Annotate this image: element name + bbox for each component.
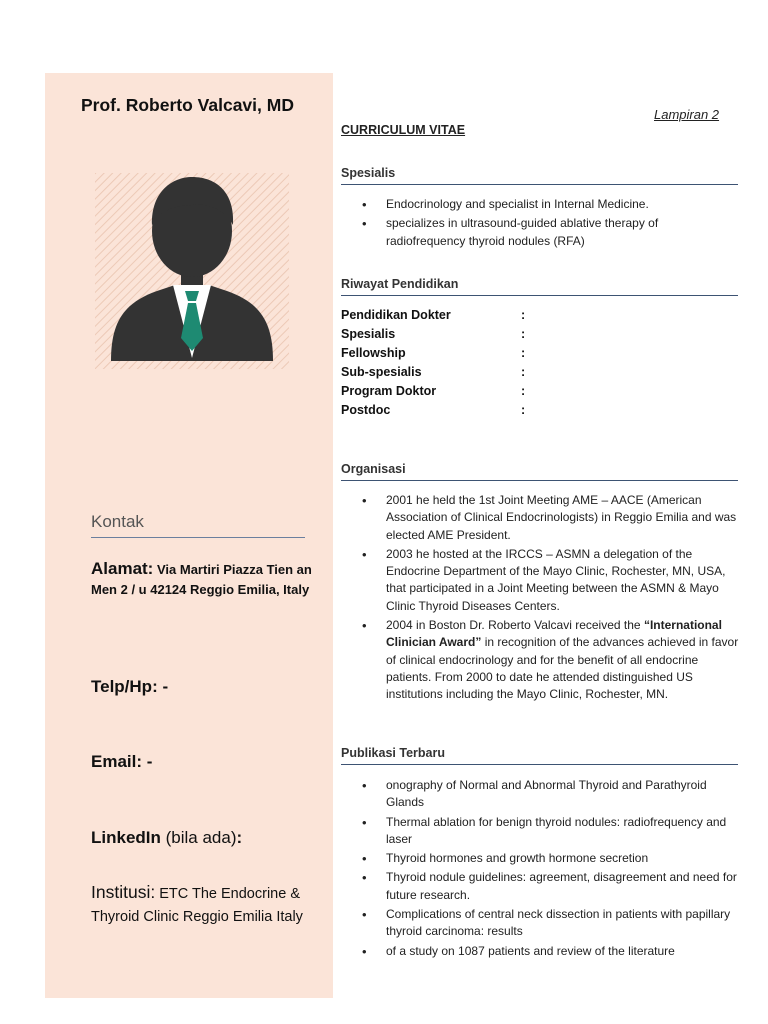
institution-value: ETC The Endocrine & Thyroid Clinic Reggio Emilia Italy (91, 886, 303, 925)
education-label: Sub-spesialis (341, 365, 422, 379)
list-item (362, 492, 740, 544)
list-item: • onography of Normal and Abnormal Thyroid and Parathyroid Glands (362, 777, 740, 812)
education-label: Program Doktor (341, 384, 437, 398)
education-label: Fellowship (341, 346, 406, 360)
list-item: • Complications of central neck dissection in patients with papillary thyroid carcinoma: results (362, 906, 740, 941)
education-label: Pendidikan Dokter (341, 308, 451, 322)
education-table (341, 306, 541, 420)
education-colon: : (521, 403, 526, 417)
list-item: • Thyroid hormones and growth hormone secretion (362, 850, 740, 867)
spesialis-list (362, 196, 740, 252)
education-colon: : (521, 308, 526, 322)
list-item: • Thyroid nodule guidelines: agreement, disagreement and need for future research. (362, 869, 740, 904)
list-item (362, 617, 740, 703)
education-colon: : (521, 327, 526, 341)
section-publikasi-title: Publikasi Terbaru (341, 746, 738, 765)
education-colon: : (521, 346, 526, 360)
sidebar (45, 73, 333, 998)
education-row (341, 401, 541, 420)
section-pendidikan-title: Riwayat Pendidikan (341, 277, 738, 296)
education-label: Postdoc (341, 403, 391, 417)
section-organisasi-title: Organisasi (341, 462, 738, 481)
linkedin-colon: : (236, 828, 243, 847)
institution-label: Institusi: (91, 882, 156, 902)
section-spesialis-title: Spesialis (341, 166, 738, 185)
education-colon: : (521, 365, 526, 379)
list-item: • specializes in ultrasound-guided ablative therapy of radiofrequency thyroid nodules (RFA) (362, 215, 740, 250)
linkedin-label: LinkedIn (91, 828, 161, 847)
address (91, 559, 313, 600)
kontak-heading: Kontak (91, 512, 305, 538)
list-item: • of a study on 1087 patients and review of the literature (362, 943, 740, 960)
address-value: Via Martiri Piazza Tien an Men 2 / u 42124 Reggio Emilia, Italy (91, 562, 312, 597)
cv-title: CURRICULUM VITAE (341, 123, 466, 137)
education-row (341, 382, 541, 401)
list-item: • Endocrinology and specialist in Internal Medicine. (362, 196, 740, 213)
phone: Telp/Hp: - (91, 677, 169, 696)
organisasi-list (362, 492, 740, 706)
education-row (341, 325, 541, 344)
publikasi-list (362, 777, 740, 962)
list-item: • Thermal ablation for benign thyroid nodules: radiofrequency and laser (362, 814, 740, 849)
item-text: in recognition of the advances achieved in favor of clinical endocrinology and for the benefit of all endocrine patients. From 2000 to date he attended distinguished US institutions including the Mayo Clinic, Rochester, MN. (386, 635, 739, 702)
linkedin-note: (bila ada) (160, 828, 237, 847)
education-colon: : (521, 384, 526, 398)
list-item (362, 546, 740, 615)
education-label: Spesialis (341, 327, 396, 341)
award-name: “International Clinician Award” (386, 618, 722, 650)
education-row (341, 306, 541, 325)
item-text: 2003 he hosted at the IRCCS – ASMN a delegation of the Endocrine Department of the Mayo Clinic, Rochester, MN, USA, that participated in a Joint Meeting between the ASMN & Mayo Clinic Thyroid Diseases Centers. (386, 546, 726, 613)
item-text: 2001 he held the 1st Joint Meeting AME – AACE (American Association of Clinical Endocrinologists) in Reggio Emilia and was elected AME President. (386, 493, 737, 542)
person-name: Prof. Roberto Valcavi, MD (81, 95, 294, 115)
address-label: Alamat: (91, 559, 154, 578)
businessman-avatar-icon (95, 173, 289, 369)
education-row (341, 344, 541, 363)
education-row (341, 363, 541, 382)
linkedin (91, 828, 313, 848)
item-text: 2004 in Boston Dr. Roberto Valcavi received the (386, 618, 644, 633)
attachment-label: Lampiran 2 (654, 107, 720, 122)
email: Email: - (91, 752, 153, 771)
institution (91, 881, 316, 929)
